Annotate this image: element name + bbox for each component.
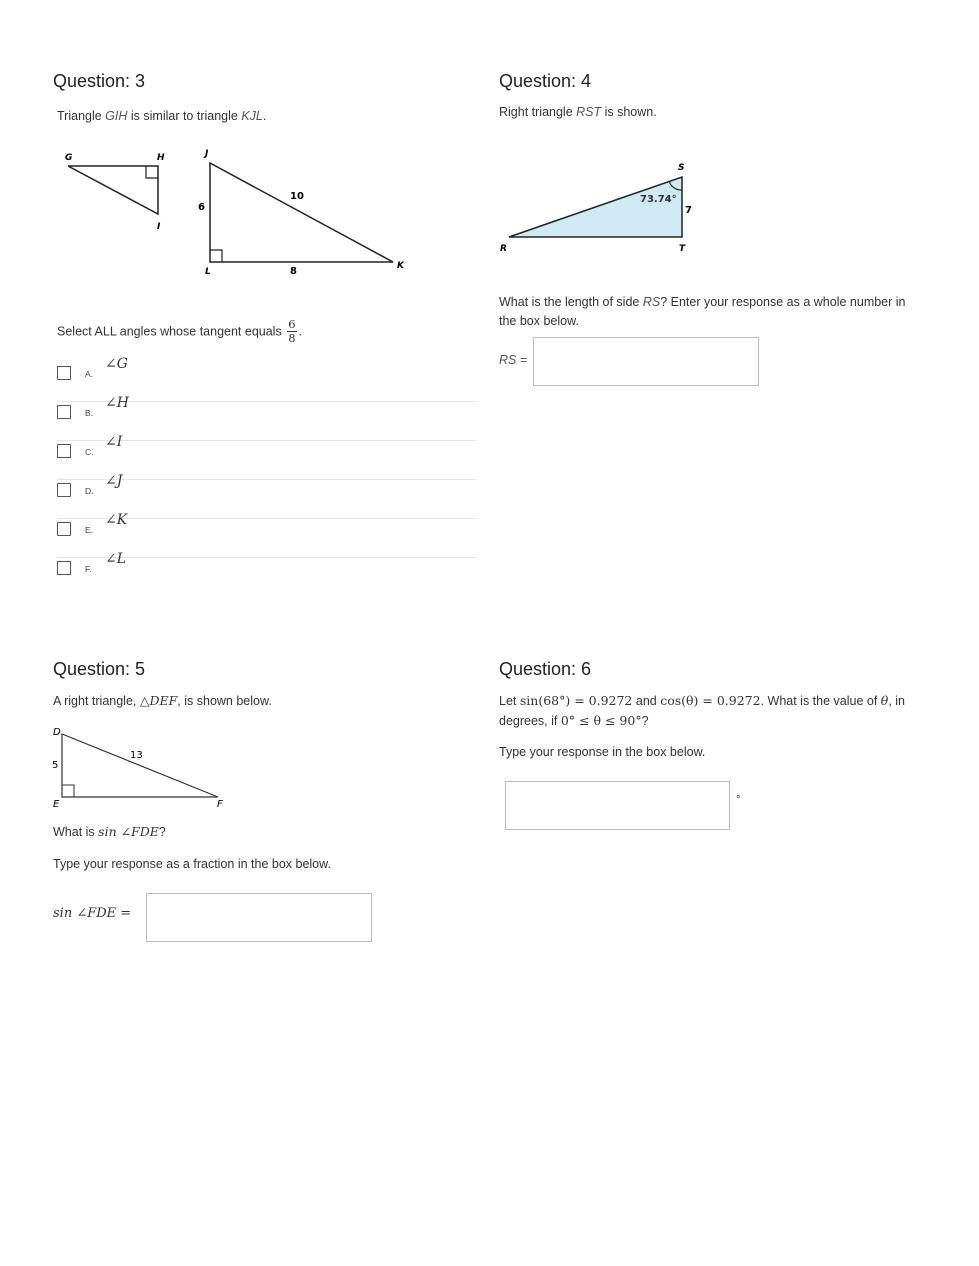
label-r: R [500,244,507,254]
checkbox[interactable] [57,522,71,536]
option-letter: B. [85,408,94,418]
angle-s-label: 73.74° [640,194,677,205]
question-5-question: What is sin ∠FDE? [53,824,166,839]
sin-fde-answer-input[interactable] [146,893,372,942]
label-t: T [679,244,686,254]
option-f[interactable] [57,551,476,596]
similar-triangles-diagram [55,145,425,285]
label-l: L [205,267,211,277]
side-df-label: 13 [130,750,143,761]
side-jk-label: 10 [290,191,304,202]
label-i: I [157,222,161,232]
question-5-instruction: Type your response as a fraction in the box below. [53,857,331,871]
option-value: ∠J [105,473,123,489]
question-6-line2: degrees, if 0° ≤ θ ≤ 90°? [499,713,649,728]
label-g: G [65,153,73,163]
fraction-6-8: $\frac{6}{8}$ [288,317,296,345]
question-6-title: Question: 6 [499,659,592,679]
question-5-title: Question: 5 [53,659,146,679]
side-st-label: 7 [685,205,692,216]
theta-answer-input[interactable] [505,781,730,830]
label-f: F [217,799,223,810]
checkbox[interactable] [57,561,71,575]
side-de-label: 5 [52,760,59,771]
right-triangle-def-diagram [48,722,238,812]
option-value: ∠G [105,356,128,372]
rs-label: RS = [499,353,528,367]
degree-unit: ° [736,794,741,806]
question-3-intro: Triangle GIH is similar to triangle KJL. [57,109,267,123]
question-4-intro: Right triangle RST is shown. [499,105,657,119]
checkbox[interactable] [57,405,71,419]
checkbox[interactable] [57,444,71,458]
option-letter: E. [85,525,94,535]
option-value: ∠K [105,512,128,528]
sin-fde-label: sin ∠FDE = [53,906,132,921]
question-3-title: Question: 3 [53,71,146,91]
side-lk-label: 8 [290,266,297,277]
right-triangle-rst-diagram [495,155,715,260]
question-4-text-line1: What is the length of side RS? Enter your response as a whole number in [499,295,906,309]
question-6-line1: Let sin(68°) = 0.9272 and cos(θ) = 0.9272. What is the value of θ, in [499,693,906,708]
question-4-text-line2: the box below. [499,314,579,328]
option-value: ∠I [105,434,123,450]
side-jl-label: 6 [198,202,205,213]
option-value: ∠H [105,395,129,411]
option-letter: F. [85,564,92,574]
option-letter: D. [85,486,94,496]
checkbox[interactable] [57,483,71,497]
checkbox[interactable] [57,366,71,380]
option-letter: A. [85,369,94,379]
label-k: K [397,261,404,271]
rs-answer-input[interactable] [533,337,759,386]
label-e: E [53,799,60,810]
question-4-title: Question: 4 [499,71,592,91]
question-6-instruction: Type your response in the box below. [499,745,706,759]
question-3-prompt: Select ALL angles whose tangent equals $\frac{6}{8}$ . [57,317,302,345]
option-letter: C. [85,447,94,457]
option-value: ∠L [105,551,127,567]
label-j: J [205,149,209,159]
label-h: H [157,153,165,163]
label-d: D [53,727,61,738]
label-s: S [678,163,685,173]
question-5-intro: A right triangle, △DEF, is shown below. [53,693,272,708]
